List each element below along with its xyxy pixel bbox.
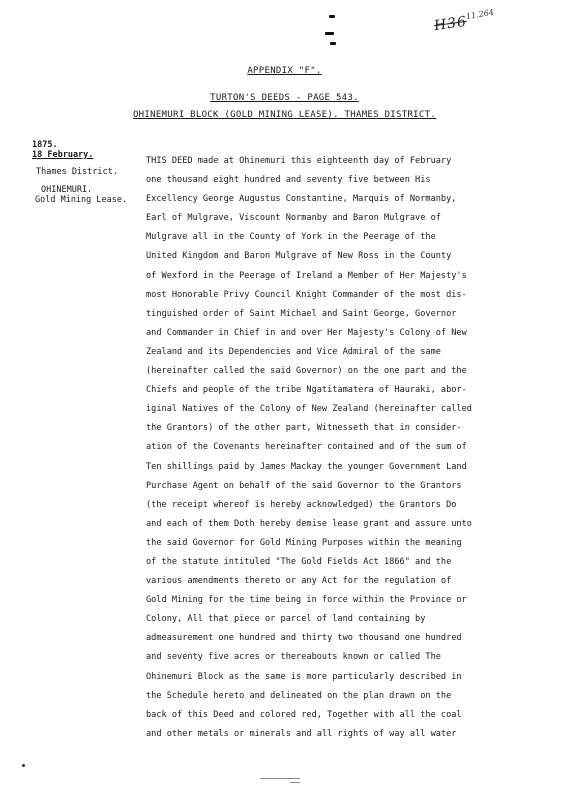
- handwritten-page-number: H36: [433, 13, 468, 35]
- body-line: United Kingdom and Baron Mulgrave of New Ross in the County: [146, 251, 452, 262]
- body-line: Ten shillings paid by James Mackay the younger Government Land: [146, 461, 467, 472]
- body-line: THIS DEED made at Ohinemuri this eighteenth day of February: [146, 156, 452, 166]
- margin-date: 18 February.: [32, 150, 94, 160]
- body-line: of the statute intituled "The Gold Fields Act 1866" and the: [146, 556, 452, 567]
- body-line: Colony, All that piece or parcel of land containing by: [146, 614, 426, 625]
- body-line: Chiefs and people of the tribe Ngatitamatera of Hauraki, abor-: [146, 385, 467, 396]
- body-line: tinguished order of Saint Michael and Saint George, Governor: [146, 308, 457, 319]
- deeds-heading: TURTON'S DEEDS - PAGE 543.: [210, 93, 359, 103]
- body-line: and each of them Doth hereby demise lease grant and assure unto: [146, 518, 472, 529]
- body-line: Zealand and its Dependencies and Vice Admiral of the same: [146, 346, 441, 357]
- body-line: (the receipt whereof is hereby acknowledged) the Grantors Do: [146, 499, 457, 510]
- body-line: of Wexford in the Peerage of Ireland a Member of Her Majesty's: [146, 270, 467, 281]
- punch-mark-middle: [325, 32, 334, 35]
- body-line: the said Governor for Gold Mining Purposes within the meaning: [146, 537, 462, 548]
- body-line: Earl of Mulgrave, Viscount Normanby and Baron Mulgrave of: [146, 213, 441, 224]
- block-heading: OHINEMURI BLOCK (GOLD MINING LEASE). THAMES DISTRICT.: [132, 110, 437, 120]
- body-line: Gold Mining for the time being in force within the Province or: [146, 595, 467, 606]
- punch-mark-top: [329, 15, 335, 18]
- handwritten-corner-note: 11.264: [465, 7, 495, 22]
- deed-body: [146, 152, 566, 744]
- body-line: Purchase Agent on behalf of the said Governor to the Grantors: [146, 480, 462, 491]
- body-line: admeasurement one hundred and thirty two thousand one hundred: [146, 633, 462, 644]
- stray-mark-left: [22, 764, 25, 767]
- body-line: Mulgrave all in the County of York in the Peerage of the: [146, 232, 436, 243]
- appendix-heading: APPENDIX "F".: [247, 66, 322, 76]
- body-line: most Honorable Privy Council Knight Commander of the most dis-: [146, 289, 467, 300]
- punch-mark-lower: [330, 42, 336, 45]
- scan-smudge-bottom-short: [290, 782, 300, 783]
- margin-subject: Gold Mining Lease.: [35, 195, 128, 205]
- body-line: ation of the Covenants hereinafter contained and of the sum of: [146, 442, 467, 453]
- body-line: various amendments thereto or any Act for the regulation of: [146, 576, 452, 587]
- body-line: Excellency George Augustus Constantine, Marquis of Normanby,: [146, 194, 457, 205]
- margin-year: 1875.: [32, 140, 58, 150]
- body-line: the Grantors) of the other part, Witnesseth that in consider-: [146, 423, 462, 434]
- body-line: back of this Deed and colored red, Together with all the coal: [146, 709, 462, 720]
- body-line: and Commander in Chief in and over Her Majesty's Colony of New: [146, 327, 467, 338]
- body-line: and seventy five acres or thereabouts known or called The: [146, 652, 441, 663]
- body-line: the Schedule hereto and delineated on the plan drawn on the: [146, 690, 452, 701]
- body-line: one thousand eight hundred and seventy five between His: [146, 175, 431, 186]
- margin-place: OHINEMURI.: [41, 185, 93, 195]
- body-line: Ohinemuri Block as the same is more particularly described in: [146, 671, 462, 682]
- margin-district: Thames District.: [36, 167, 118, 177]
- body-line: iginal Natives of the Colony of New Zealand (hereinafter called: [146, 404, 472, 415]
- scan-smudge-bottom: [260, 778, 300, 779]
- body-line: and other metals or minerals and all rights of way all water: [146, 728, 457, 739]
- body-line: (hereinafter called the said Governor) on the one part and the: [146, 366, 467, 377]
